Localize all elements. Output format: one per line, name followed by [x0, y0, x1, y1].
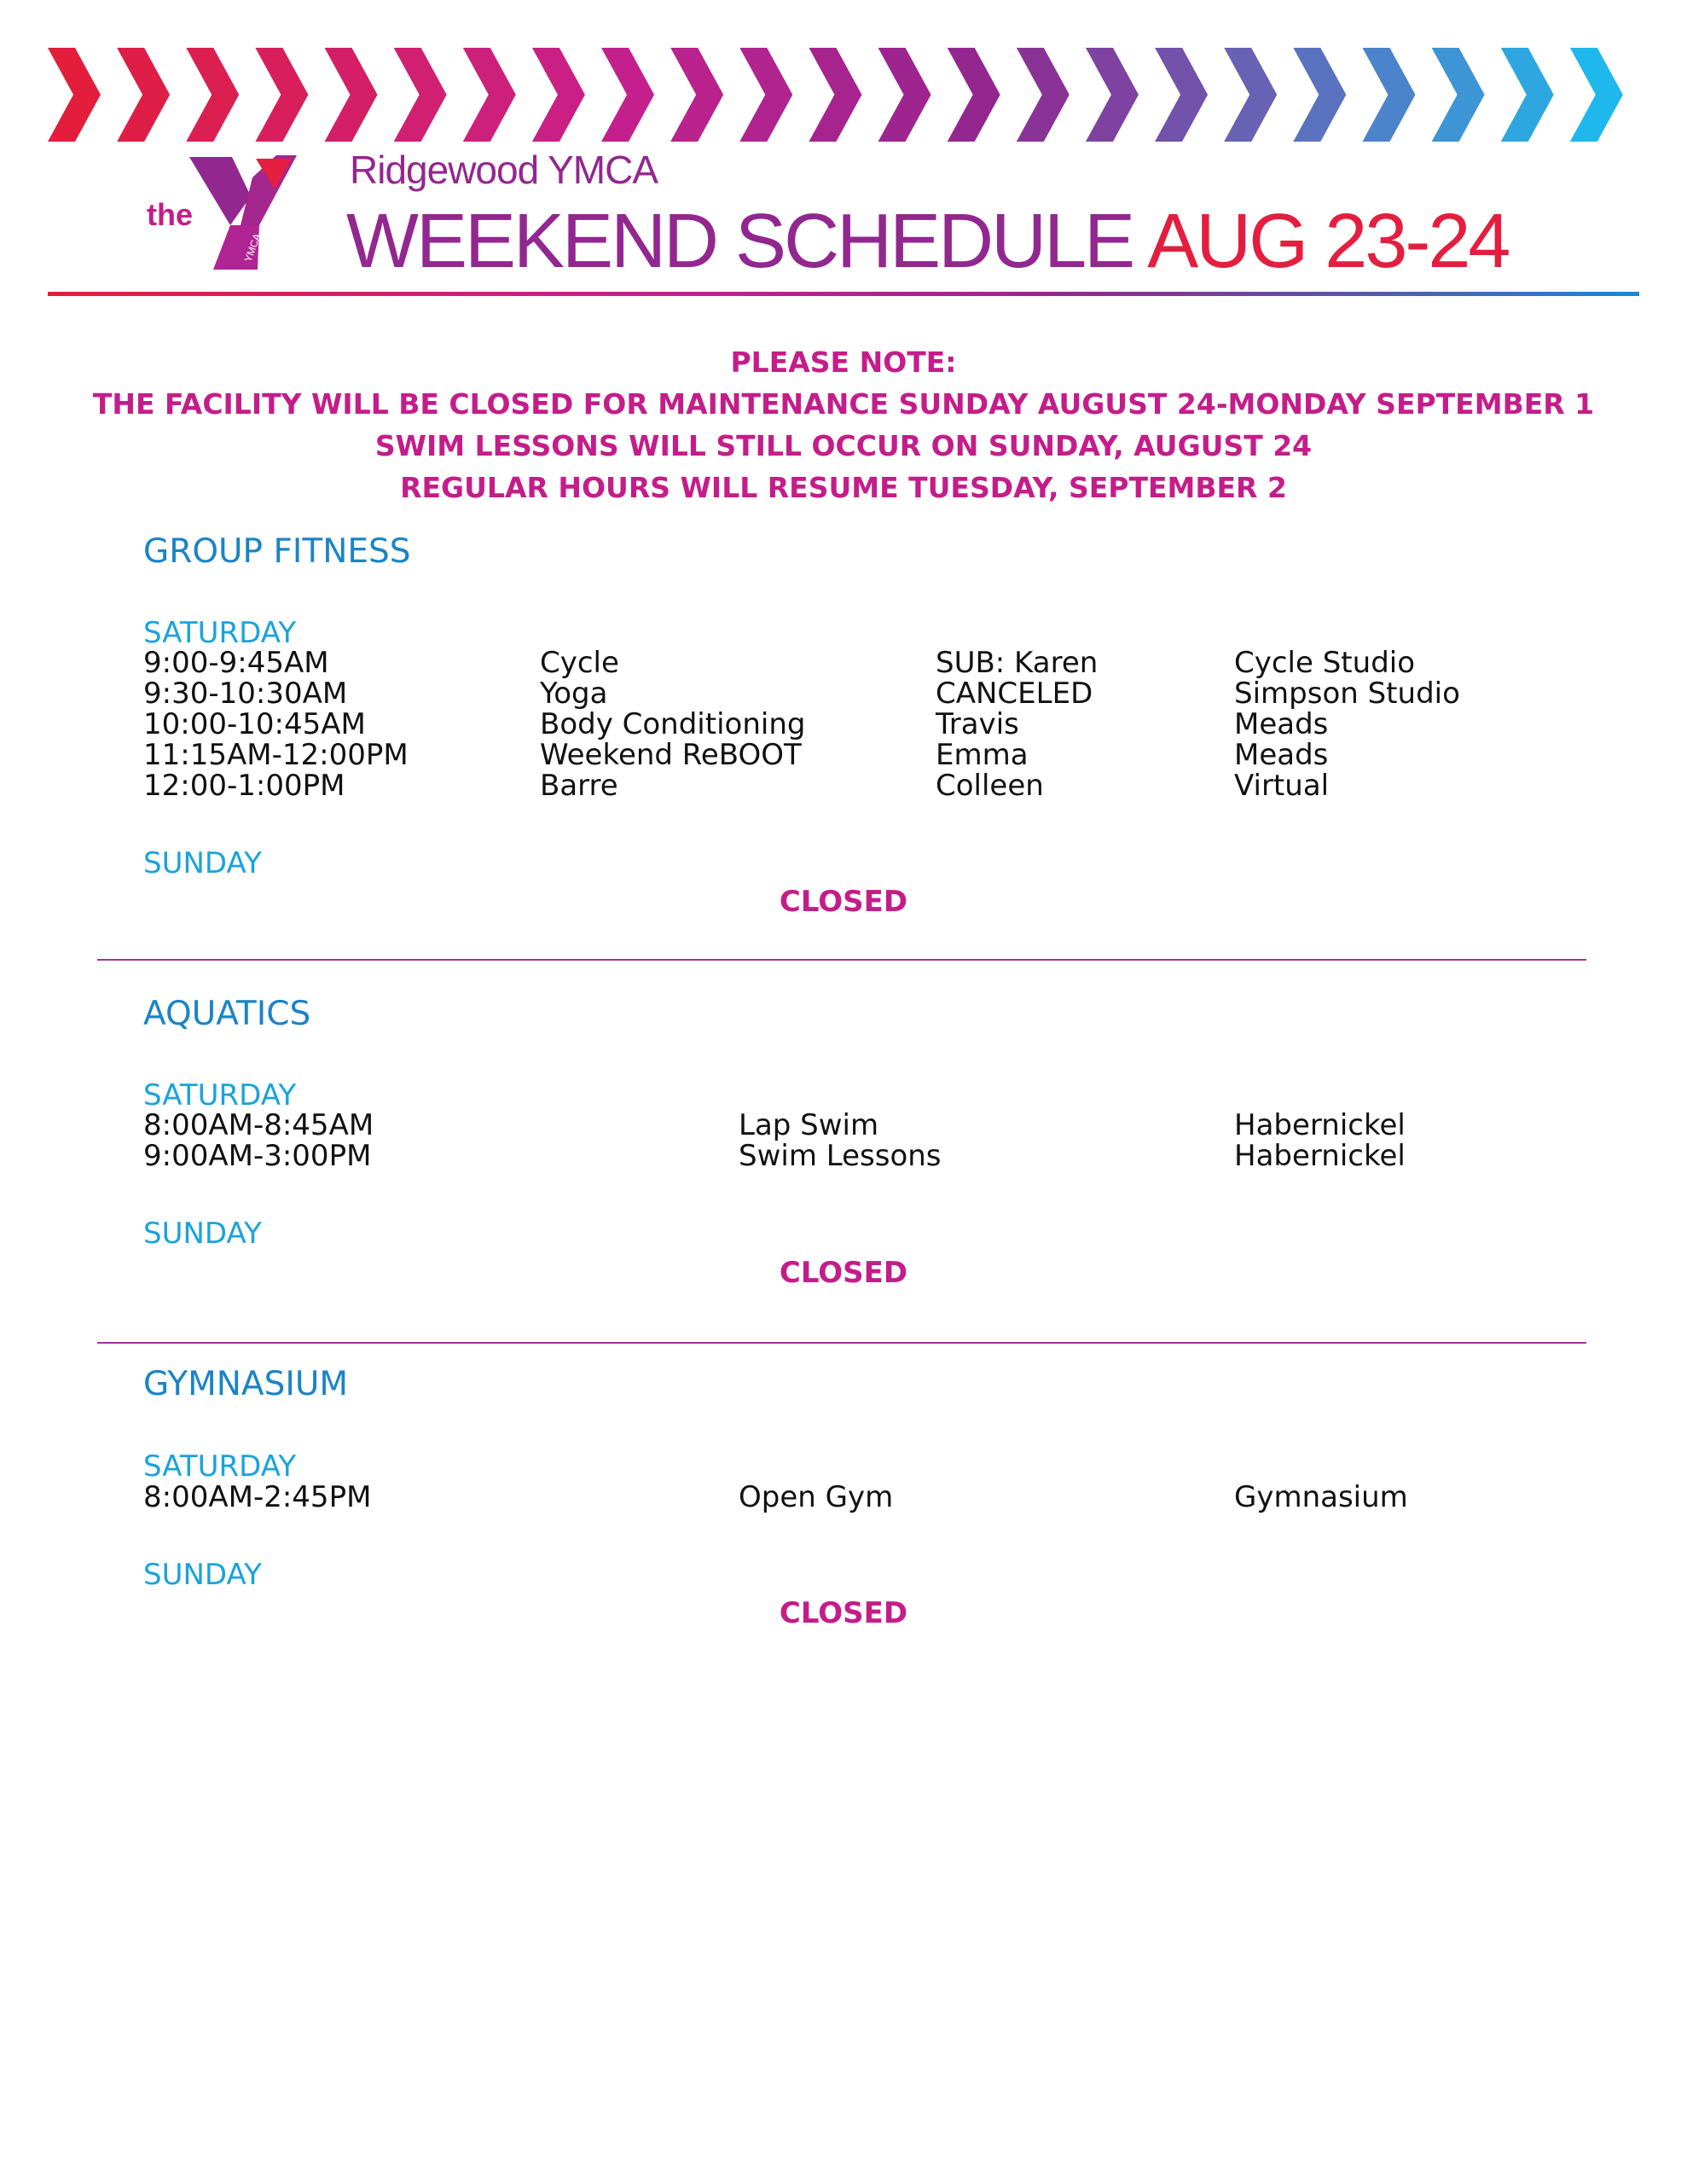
chevron-shape — [1017, 48, 1070, 142]
activity-name: Swim Lessons — [739, 1139, 942, 1173]
class-instructor: Colleen — [936, 769, 1044, 803]
class-location: Virtual — [1234, 769, 1330, 803]
class-name: Body Conditioning — [540, 707, 806, 741]
notice-line: SWIM LESSONS WILL STILL OCCUR ON SUNDAY, AUGUST 24 — [374, 429, 1313, 462]
logo-word: the — [147, 197, 193, 232]
table-row — [143, 1141, 1593, 1171]
aquatics-schedule — [143, 1110, 1593, 1171]
notice-heading: PLEASE NOTE: — [730, 346, 957, 379]
day-label-sunday: SUNDAY — [143, 1558, 262, 1592]
table-row — [143, 740, 1593, 770]
chevron-shape — [532, 48, 585, 142]
chevron-shape — [1293, 48, 1346, 142]
activity-location: Habernickel — [1234, 1139, 1406, 1173]
page-title — [346, 198, 1508, 286]
chevron-shape — [601, 48, 654, 142]
chevron-shape — [1362, 48, 1415, 142]
activity-name: Open Gym — [739, 1480, 894, 1514]
activity-time: 8:00AM-2:45PM — [143, 1480, 372, 1514]
chevron-shape — [878, 48, 931, 142]
class-location: Cycle Studio — [1234, 646, 1416, 680]
class-instructor: CANCELED — [936, 677, 1093, 711]
ymca-logo — [147, 152, 309, 283]
table-row — [143, 648, 1593, 678]
section-divider — [97, 1342, 1586, 1344]
chevron-shape — [1224, 48, 1277, 142]
ymca-y-icon — [147, 152, 309, 280]
section-divider — [97, 959, 1586, 961]
day-label-sunday: SUNDAY — [143, 846, 262, 880]
table-row — [143, 1110, 1593, 1141]
activity-location: Habernickel — [1234, 1108, 1406, 1142]
class-name: Barre — [540, 769, 618, 803]
class-name: Cycle — [540, 646, 619, 680]
day-label-saturday: SATURDAY — [143, 616, 297, 650]
activity-location: Gymnasium — [1234, 1480, 1408, 1514]
closed-label: CLOSED — [779, 885, 908, 919]
org-name: Ridgewood YMCA — [350, 148, 658, 192]
chevron-shape — [394, 48, 447, 142]
table-row — [143, 770, 1593, 801]
class-time: 12:00-1:00PM — [143, 769, 345, 803]
closed-label: CLOSED — [779, 1256, 908, 1290]
section-title-gymnasium: GYMNASIUM — [143, 1365, 349, 1403]
day-label-saturday: SATURDAY — [143, 1449, 297, 1484]
notice-line: THE FACILITY WILL BE CLOSED FOR MAINTENANCE SUNDAY AUGUST 24-MONDAY SEPTEMBER 1 — [92, 387, 1595, 421]
chevron-shape — [117, 48, 170, 142]
table-row — [143, 678, 1593, 709]
activity-name: Lap Swim — [739, 1108, 879, 1142]
activity-time: 8:00AM-8:45AM — [143, 1108, 374, 1142]
chevron-shape — [463, 48, 516, 142]
chevron-shape — [1155, 48, 1208, 142]
table-row — [143, 1482, 1593, 1513]
class-time: 10:00-10:45AM — [143, 707, 366, 741]
chevron-shape — [1570, 48, 1623, 142]
class-instructor: SUB: Karen — [936, 646, 1099, 680]
section-title-group-fitness: GROUP FITNESS — [143, 532, 411, 571]
chevron-shape — [809, 48, 861, 142]
chevron-shape — [739, 48, 792, 142]
chevron-shape — [325, 48, 378, 142]
closed-label: CLOSED — [779, 1596, 908, 1630]
chevron-shape — [186, 48, 239, 142]
class-location: Meads — [1234, 738, 1329, 772]
class-instructor: Travis — [936, 707, 1019, 741]
logo-tag: YMCA — [241, 231, 264, 264]
activity-time: 9:00AM-3:00PM — [143, 1139, 372, 1173]
chevron-shape — [948, 48, 1000, 142]
class-time: 9:00-9:45AM — [143, 646, 329, 680]
class-name: Yoga — [540, 677, 608, 711]
group-fitness-schedule — [143, 648, 1593, 801]
class-time: 11:15AM-12:00PM — [143, 738, 409, 772]
class-location: Simpson Studio — [1234, 677, 1460, 711]
chevron-shape — [48, 48, 101, 142]
class-instructor: Emma — [936, 738, 1029, 772]
chevron-shape — [1432, 48, 1485, 142]
chevron-shape — [255, 48, 308, 142]
table-row — [143, 709, 1593, 740]
notice-line: REGULAR HOURS WILL RESUME TUESDAY, SEPTEMBER 2 — [400, 471, 1287, 504]
class-name: Weekend ReBOOT — [540, 738, 802, 772]
day-label-saturday: SATURDAY — [143, 1078, 297, 1112]
chevron-shape — [670, 48, 723, 142]
title-dates: AUG 23-24 — [1147, 199, 1509, 284]
class-time: 9:30-10:30AM — [143, 677, 348, 711]
chevron-banner — [48, 48, 1639, 142]
gymnasium-schedule — [143, 1482, 1593, 1513]
chevron-shape — [1501, 48, 1554, 142]
day-label-sunday: SUNDAY — [143, 1217, 262, 1251]
class-location: Meads — [1234, 707, 1329, 741]
header-rule — [48, 292, 1639, 296]
section-title-aquatics: AQUATICS — [143, 995, 311, 1033]
title-text: WEEKEND SCHEDULE — [346, 199, 1133, 284]
chevron-shape — [1086, 48, 1139, 142]
notice-block — [0, 341, 1687, 508]
